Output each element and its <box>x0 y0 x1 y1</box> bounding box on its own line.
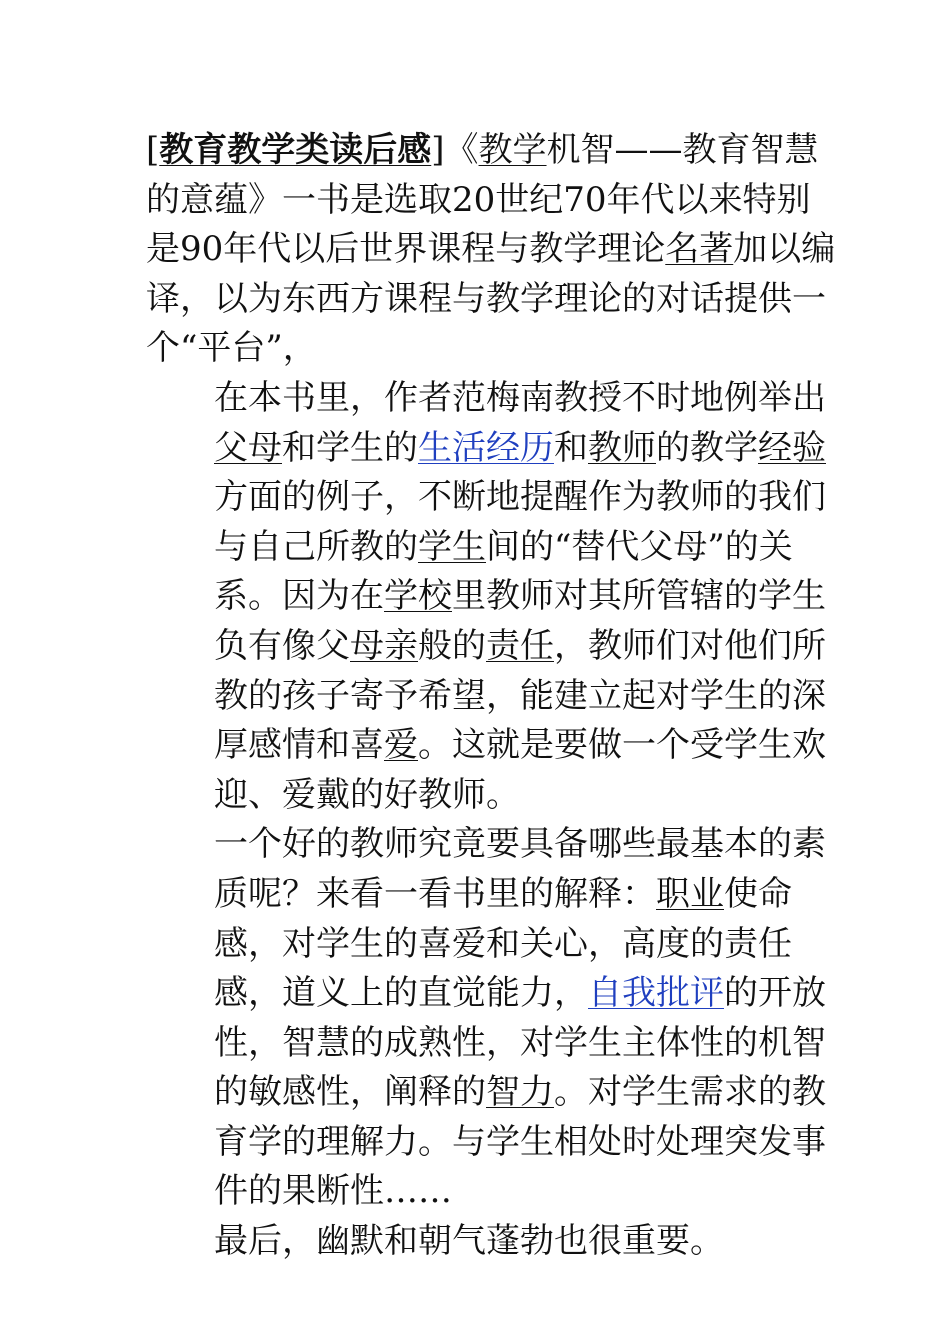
link-xuesheng[interactable]: 学生 <box>418 526 486 567</box>
link-xuexiao[interactable]: 学校 <box>384 576 452 617</box>
link-jiaoxue[interactable]: 教学 <box>478 130 547 170</box>
text-segment: 的教学 <box>656 427 758 468</box>
link-shenghuo-jingli[interactable]: 生活经历 <box>418 427 554 468</box>
text-segment: 在本书里，作者范梅南教授不时地例举出 <box>214 377 826 418</box>
link-mingzhu[interactable]: 名著 <box>665 229 734 270</box>
link-zhili[interactable]: 智力 <box>486 1072 554 1113</box>
text-segment: 机智——教育智慧的意蕴》一书是选取20世纪70年代以来特别是90年代以后世界课程与教学理论 <box>146 130 819 270</box>
link-jiaoshi[interactable]: 教师 <box>588 427 656 468</box>
category-tag-link[interactable]: 教育教学类读后感 <box>159 130 432 170</box>
text-segment: 。对学生需求的教育学的理解力。与学生相处时处理突发事件的果断性…… <box>214 1072 826 1212</box>
paragraph-teacher-role <box>146 374 836 820</box>
paragraph-qualities <box>146 820 836 1266</box>
text-segment: 方面的例子，不断地提醒作为教师的我们与自己所教的 <box>214 477 826 567</box>
link-zhiye[interactable]: 职业 <box>656 873 724 914</box>
text-segment: 和学生的 <box>282 427 418 468</box>
text-segment: [ <box>146 130 160 170</box>
link-jingyan[interactable]: 经验 <box>758 427 826 468</box>
text-segment: 和 <box>554 427 588 468</box>
link-ziwo-piping[interactable]: 自我批评 <box>588 973 724 1014</box>
text-segment: 。这就是要做一个受学生欢迎、爱戴的好教师。 <box>214 725 826 815</box>
document-body <box>146 126 836 1267</box>
link-fumu[interactable]: 父母 <box>214 427 282 468</box>
text-segment: 使命感，对学生的喜爱和关心，高度的责任感，道义上的直觉能力， <box>214 873 792 1014</box>
text-segment: 的开放性，智慧的成熟性，对学生主体性的机智的敏感性，阐释的 <box>214 973 826 1113</box>
text-segment: 般的 <box>418 625 486 666</box>
link-muqin[interactable]: 母亲 <box>350 625 418 666</box>
text-segment: 间的“替代父母”的关系。因为在 <box>214 526 793 617</box>
link-ai[interactable]: 爱 <box>384 725 418 766</box>
text-segment: 加以编译，以为东西方课程与教学理论的对话提供一个“平台”， <box>146 229 836 369</box>
text-segment: ]《 <box>431 130 479 170</box>
text-segment: 一个好的教师究竟要具备哪些最基本的素质呢？来看一看书里的解释： <box>214 824 826 914</box>
text-segment: 里教师对其所管辖的学生负有像父 <box>214 576 826 666</box>
text-segment: ，教师们对他们所教的孩子寄予希望，能建立起对学生的深厚感情和喜 <box>214 625 826 766</box>
text-segment: 最后，幽默和朝气蓬勃也很重要。 <box>214 1221 724 1262</box>
link-zeren[interactable]: 责任 <box>486 625 554 666</box>
paragraph-intro <box>146 126 836 374</box>
